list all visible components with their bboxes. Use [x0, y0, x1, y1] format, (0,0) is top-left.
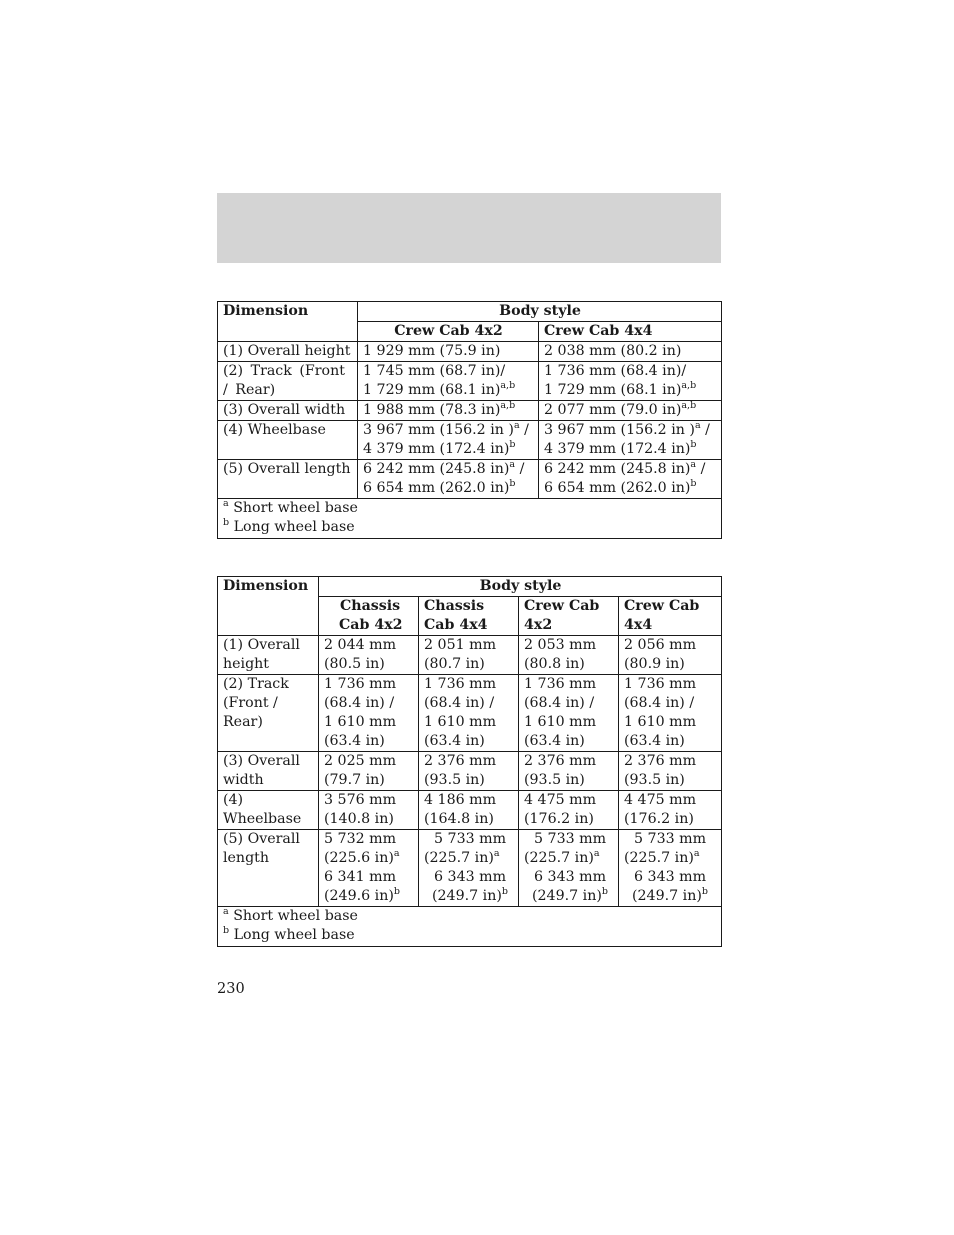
table-row — [218, 791, 722, 830]
dimensions-table-chassis-and-crew-cab — [217, 576, 722, 947]
table-cell: 2 025 mm (79.7 in) — [319, 752, 419, 791]
dimension-header: Dimension — [218, 577, 319, 636]
dimension-header: Dimension — [218, 302, 358, 342]
table-row — [218, 636, 722, 675]
table-cell: 3 967 mm (156.2 in )$^a$ / 4 379 mm (172.4 in)$^b$ — [539, 421, 722, 460]
table-cell: 1 736 mm (68.4 in) / 1 610 mm (63.4 in) — [519, 675, 619, 752]
col-header-chassis-cab-4x2: Chassis Cab 4x2 — [319, 597, 419, 636]
table-cell: 3 576 mm (140.8 in) — [319, 791, 419, 830]
row-label: (4) Wheelbase — [218, 421, 358, 460]
table-cell: 4 475 mm (176.2 in) — [519, 791, 619, 830]
table-cell: 2 376 mm (93.5 in) — [619, 752, 722, 791]
table-cell: 1 988 mm (78.3 in)$^{a,b}$ — [358, 401, 539, 421]
row-label: (3) Overall width — [218, 401, 358, 421]
col-header-crew-cab-4x4: Crew Cab 4x4 — [619, 597, 722, 636]
col-header-chassis-cab-4x4: Chassis Cab 4x4 — [419, 597, 519, 636]
col-header-crew-cab-4x4: Crew Cab 4x4 — [539, 322, 722, 342]
table-cell: 1 745 mm (68.7 in)/ 1 729 mm (68.1 in)$^{a,b}$ — [358, 362, 539, 401]
table-row — [218, 401, 722, 421]
row-label: (2) Track (Front / Rear) — [218, 362, 358, 401]
row-label: (5) Overall length — [218, 460, 358, 499]
page-number: 230 — [217, 981, 245, 997]
row-label: (5) Overall length — [218, 830, 319, 907]
table-cell: 1 736 mm (68.4 in) / 1 610 mm (63.4 in) — [419, 675, 519, 752]
table-cell: 5 732 mm (225.6 in)$^a$ 6 341 mm (249.6 in)$^b$ — [319, 830, 419, 907]
table-row — [218, 342, 722, 362]
table-row — [218, 421, 722, 460]
row-label: (1) Overall height — [218, 636, 319, 675]
table-cell: 1 929 mm (75.9 in) — [358, 342, 539, 362]
row-label: (3) Overall width — [218, 752, 319, 791]
footnotes: $^a$ Short wheel base $^b$ Long wheel base — [218, 907, 722, 947]
table-cell: 5 733 mm (225.7 in)$^a$ 6 343 mm (249.7 in)$^b$ — [619, 830, 722, 907]
table-cell: 2 056 mm (80.9 in) — [619, 636, 722, 675]
table-row — [218, 362, 722, 401]
table-row — [218, 752, 722, 791]
table-cell: 4 186 mm (164.8 in) — [419, 791, 519, 830]
table-cell: 2 044 mm (80.5 in) — [319, 636, 419, 675]
table-row — [218, 675, 722, 752]
table-footnote-row — [218, 907, 722, 947]
footnotes: $^a$ Short wheel base $^b$ Long wheel base — [218, 499, 722, 539]
table-cell: 5 733 mm (225.7 in)$^a$ 6 343 mm (249.7 in)$^b$ — [419, 830, 519, 907]
table-cell: 3 967 mm (156.2 in )$^a$ / 4 379 mm (172.4 in)$^b$ — [358, 421, 539, 460]
table-cell: 2 077 mm (79.0 in)$^{a,b}$ — [539, 401, 722, 421]
section-header-band — [217, 193, 721, 263]
col-header-crew-cab-4x2: Crew Cab 4x2 — [519, 597, 619, 636]
table-cell: 2 038 mm (80.2 in) — [539, 342, 722, 362]
table-cell: 6 242 mm (245.8 in)$^a$ / 6 654 mm (262.0 in)$^b$ — [539, 460, 722, 499]
row-label: (4) Wheelbase — [218, 791, 319, 830]
table-cell: 2 376 mm (93.5 in) — [519, 752, 619, 791]
table-cell: 5 733 mm (225.7 in)$^a$ 6 343 mm (249.7 in)$^b$ — [519, 830, 619, 907]
table-cell: 2 051 mm (80.7 in) — [419, 636, 519, 675]
dimensions-table-crew-cab — [217, 301, 722, 539]
table-cell: 1 736 mm (68.4 in) / 1 610 mm (63.4 in) — [319, 675, 419, 752]
table-footnote-row — [218, 499, 722, 539]
table-cell: 2 053 mm (80.8 in) — [519, 636, 619, 675]
table-cell: 6 242 mm (245.8 in)$^a$ / 6 654 mm (262.0 in)$^b$ — [358, 460, 539, 499]
table-cell: 2 376 mm (93.5 in) — [419, 752, 519, 791]
table-header-row — [218, 577, 722, 597]
table-cell: 1 736 mm (68.4 in) / 1 610 mm (63.4 in) — [619, 675, 722, 752]
table-cell: 4 475 mm (176.2 in) — [619, 791, 722, 830]
row-label: (2) Track (Front / Rear) — [218, 675, 319, 752]
row-label: (1) Overall height — [218, 342, 358, 362]
table-row — [218, 830, 722, 907]
table-cell: 1 736 mm (68.4 in)/ 1 729 mm (68.1 in)$^{a,b}$ — [539, 362, 722, 401]
col-header-crew-cab-4x2: Crew Cab 4x2 — [358, 322, 539, 342]
table-row — [218, 460, 722, 499]
table-header-row — [218, 302, 722, 322]
body-style-header: Body style — [319, 577, 722, 597]
body-style-header: Body style — [358, 302, 722, 322]
